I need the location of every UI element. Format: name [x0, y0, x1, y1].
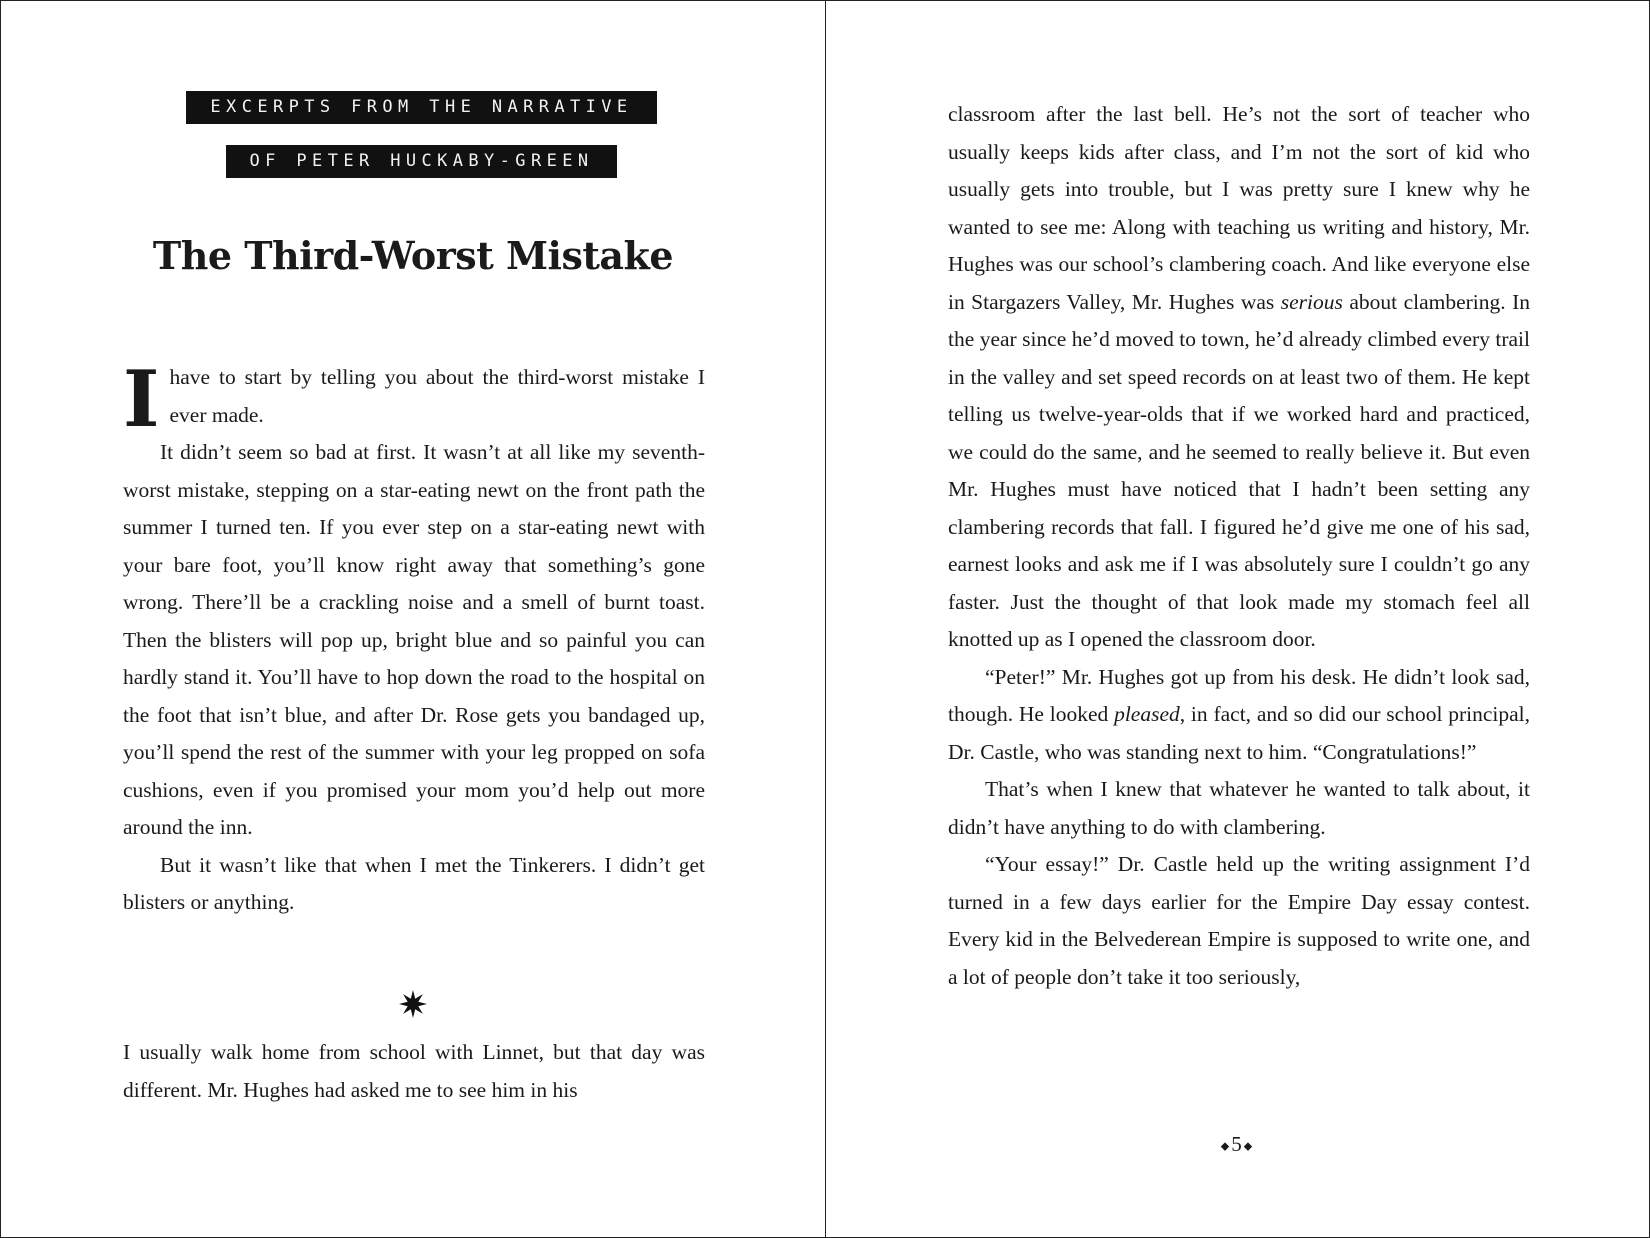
- opening-paragraph: [123, 354, 705, 445]
- left-body-text-after-break: [123, 1034, 705, 1109]
- section-break-star-icon: [398, 989, 428, 1019]
- paragraph-peter-text-1: “Peter!” Mr. Hughes got up from his desk. He didn’t look sad, though. He looked: [948, 664, 1530, 726]
- paragraph-classroom: [948, 96, 1530, 659]
- emphasis-pleased: pleased: [1114, 702, 1180, 726]
- paragraph-peter-text-2: , in fact, and so did our school principal, Dr. Castle, who was standing next to him. “Congratulations!”: [948, 702, 1531, 764]
- paragraph-classroom-text-2: about clambering. In the year since he’d moved to town, he’d already climbed every trail in the valley and set speed records on at least two of them. He kept telling us twelve-year-olds that if we worked hard and practiced, we could do the same, and he seemed to really believe it. But even Mr. Hughes must have noticed that I hadn’t been setting any clambering records that fall. I figured he’d give me one of his sad, earnest looks and ask me if I was absolutely sure I couldn’t go any faster. Just the thought of that look made my stomach feel all knotted up as I opened the classroom door.: [948, 289, 1531, 651]
- paragraph-knew: That’s when I knew that whatever he wanted to talk about, it didn’t have anything to do with clambering.: [948, 777, 1530, 839]
- folio-diamond-icon-left: ◆: [1220, 1140, 1232, 1153]
- narrative-header-line-1: EXCERPTS FROM THE NARRATIVE: [186, 91, 657, 124]
- paragraph-tinkerers: But it wasn’t like that when I met the Tinkerers. I didn’t get blisters or anything.: [123, 852, 705, 914]
- page-number-value: 5: [1231, 1132, 1244, 1156]
- emphasis-serious: serious: [1280, 289, 1343, 314]
- folio-diamond-icon-right: ◆: [1243, 1140, 1255, 1153]
- right-page: [826, 1, 1649, 1237]
- narrative-header-line-2: OF PETER HUCKABY-GREEN: [226, 145, 617, 178]
- opening-paragraph-text: have to start by telling you about the third-worst mistake I ever made.: [169, 365, 705, 427]
- drop-cap: I: [123, 354, 160, 445]
- paragraph-walk-home: I usually walk home from school with Linnet, but that day was different. Mr. Hughes had asked me to see him in his: [123, 1040, 705, 1102]
- paragraph-classroom-text-1: classroom after the last bell. He’s not the sort of teacher who usually keeps kids after class, and I’m not the sort of kid who usually gets into trouble, but I was pretty sure I knew why he wanted to see me: Along with teaching us writing and history, Mr. Hughes was our school’s clambering coach. And like everyone else in Stargazers Valley, Mr. Hughes was: [948, 102, 1530, 314]
- paragraph-your-essay: “Your essay!” Dr. Castle held up the writing assignment I’d turned in a few days earlier for the Empire Day essay contest. Every kid in the Belvederean Empire is supposed to write one, and a lot of people don’t take it too seriously,: [948, 852, 1530, 989]
- paragraph-seventh-worst-mistake: It didn’t seem so bad at first. It wasn’t at all like my seventh-worst mistake, stepping on a star-eating newt on the front path the summer I turned ten. If you ever step on a star-eating newt with your bare foot, you’ll know right away that something’s gone wrong. There’ll be a crackling noise and a smell of burnt toast. Then the blisters will pop up, bright blue and so painful you can hardly stand it. You’ll have to hop down the road to the hospital on the foot that isn’t blue, and after Dr. Rose gets you bandaged up, you’ll spend the rest of the summer with your leg propped on sofa cushions, even if you promised your mom you’d help out more around the inn.: [123, 440, 705, 839]
- left-body-text: [123, 354, 705, 922]
- left-page: [1, 1, 825, 1237]
- page-number: [826, 1132, 1649, 1157]
- paragraph-peter: [948, 659, 1530, 772]
- chapter-title: The Third-Worst Mistake: [152, 233, 674, 278]
- right-body-text: [948, 96, 1530, 996]
